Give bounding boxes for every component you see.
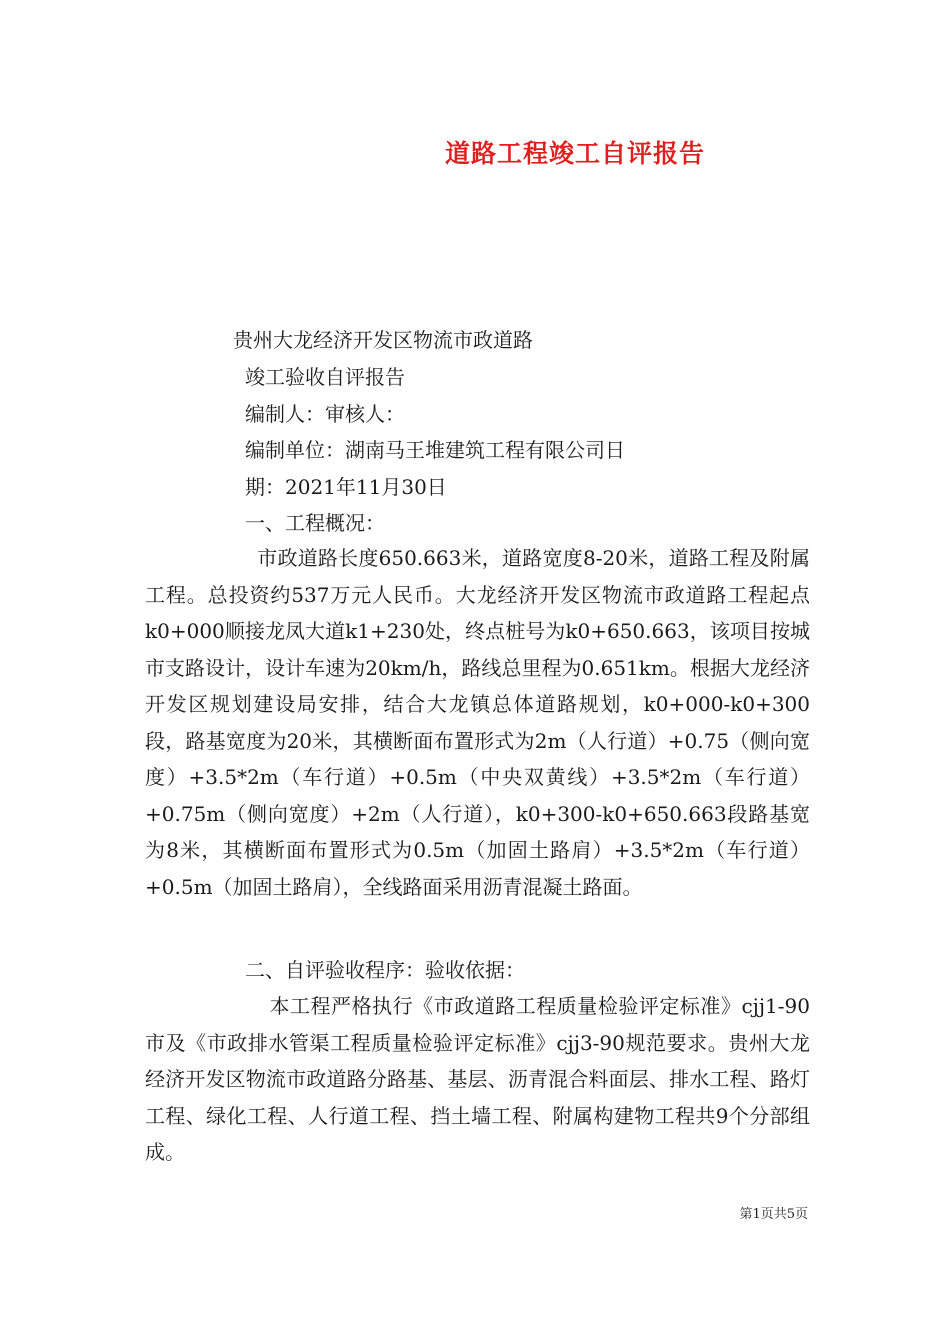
section2-heading: 二、自评验收程序：验收依据： <box>245 958 525 982</box>
project-overview-paragraph <box>145 540 810 905</box>
project-overview-text: 市政道路长度650.663米，道路宽度8-20米，道路工程及附属工程。总投资约537万元人民币。大龙经济开发区物流市政道路工程起点k0+000顺接龙凤大道k1+230处，终点桩号为k0+650.663，该项目按城市支路设计，设计车速为20km/h，路线总里程为0.651km。根据大龙经济开发区规划建设局安排，结合大龙镇总体道路规划，k0+000-k0+300段，路基宽度为20米，其横断面布置形式为2m（人行道）+0.75（侧向宽度）+3.5*2m（车行道）+0.5m（中央双黄线）+3.5*2m（车行道）+0.75m（侧向宽度）+2m（人行道），k0+300-k0+650.663段路基宽为8米，其横断面布置形式为0.5m（加固土路肩）+3.5*2m（车行道）+0.5m（加固土路肩），全线路面采用沥青混凝土路面。 <box>145 546 810 899</box>
acceptance-basis-paragraph <box>145 988 810 1171</box>
organization-line: 编制单位：湖南马王堆建筑工程有限公司日 <box>245 438 625 462</box>
author-reviewer-line: 编制人：审核人： <box>245 402 405 426</box>
project-name-line: 贵州大龙经济开发区物流市政道路 <box>233 328 533 352</box>
acceptance-basis-text: 本工程严格执行《市政道路工程质量检验评定标准》cjj1-90市及《市政排水管渠工程质量检验评定标准》cjj3-90规范要求。贵州大龙经济开发区物流市政道路分路基、基层、沥青混合料面层、排水工程、路灯工程、绿化工程、人行道工程、挡土墙工程、附属构建物工程共9个分部组成。 <box>145 994 810 1164</box>
date-line: 期：2021年11月30日 <box>245 475 447 499</box>
document-title: 道路工程竣工自评报告 <box>444 139 705 168</box>
page-number-footer: 第1页共5页 <box>739 1207 808 1222</box>
report-name-line: 竣工验收自评报告 <box>245 365 405 389</box>
section1-heading: 一、工程概况： <box>245 511 385 535</box>
